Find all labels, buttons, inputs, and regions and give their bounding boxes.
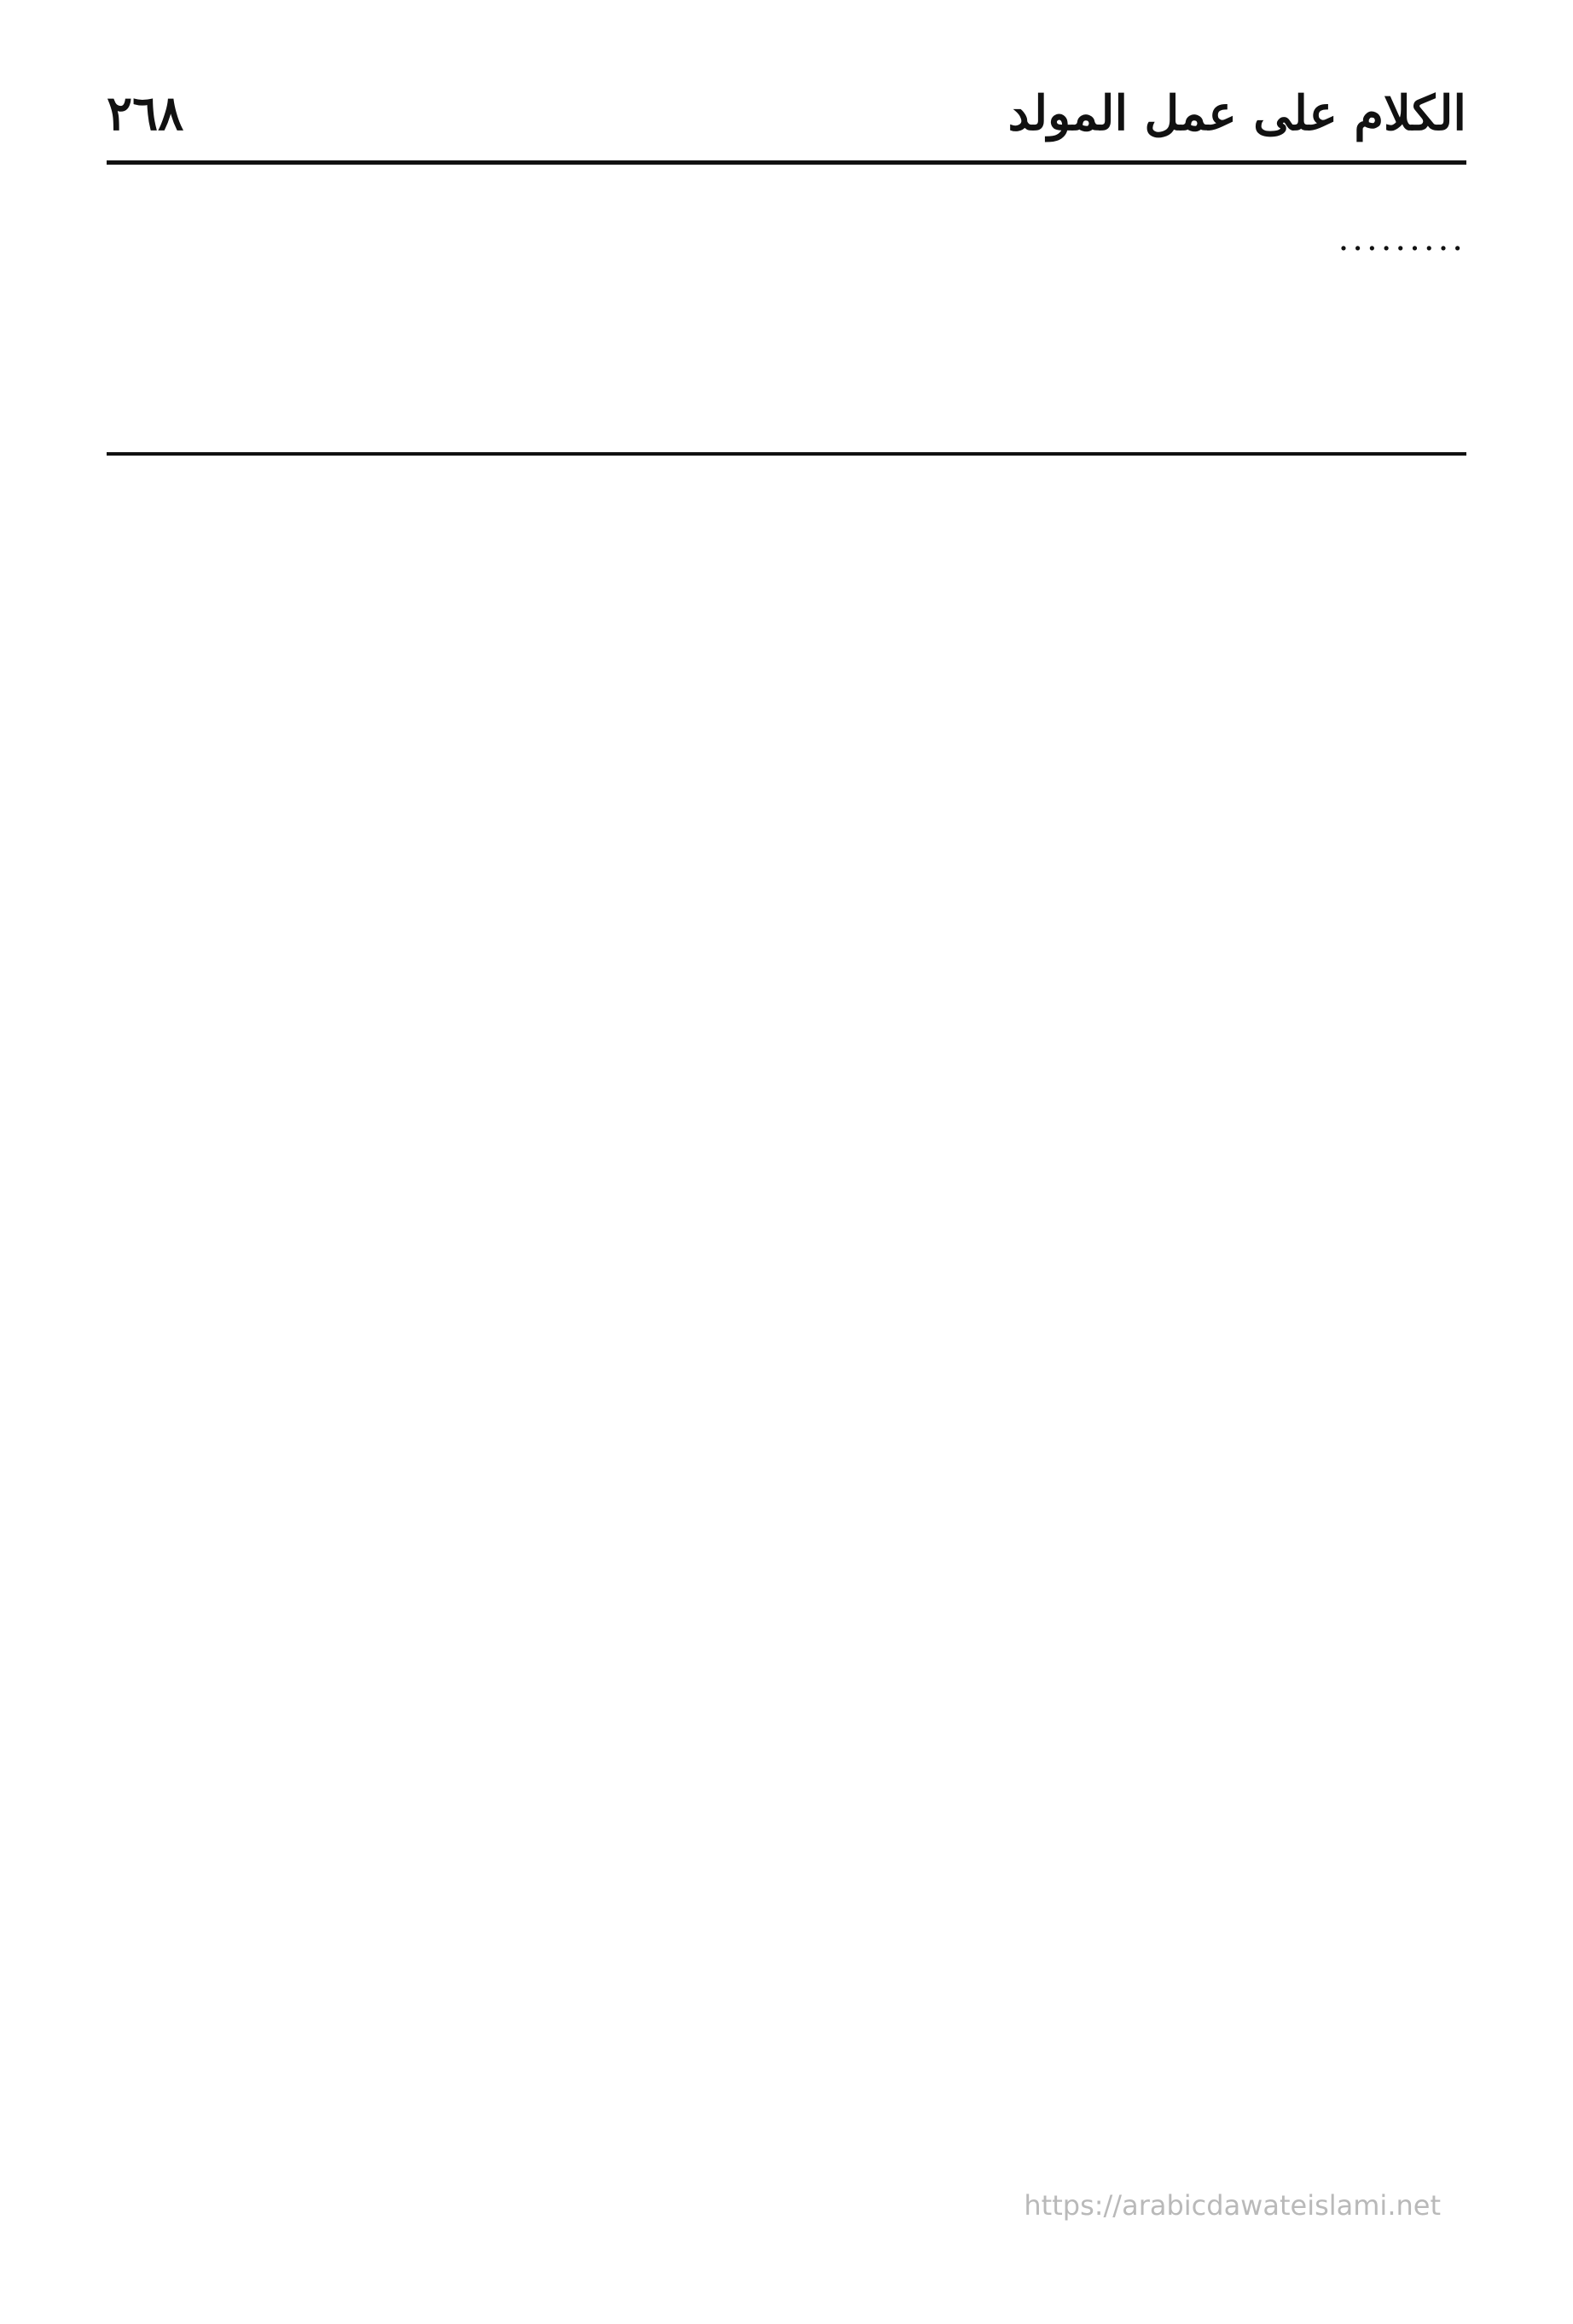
- matn-divider: [107, 452, 1466, 456]
- ellipsis-dots: .........: [1338, 219, 1466, 259]
- header-divider: [107, 160, 1466, 165]
- matn-text: [107, 196, 1466, 427]
- chapter-title: الكلام على عمل المولد: [1007, 84, 1466, 142]
- commentary-text: [107, 491, 1466, 2231]
- page-number: ٢٦٨: [107, 84, 184, 142]
- matn-line: [107, 196, 1466, 278]
- running-header: [107, 73, 1466, 154]
- watermark-url: https://arabicdawateislami.net: [1024, 2189, 1441, 2222]
